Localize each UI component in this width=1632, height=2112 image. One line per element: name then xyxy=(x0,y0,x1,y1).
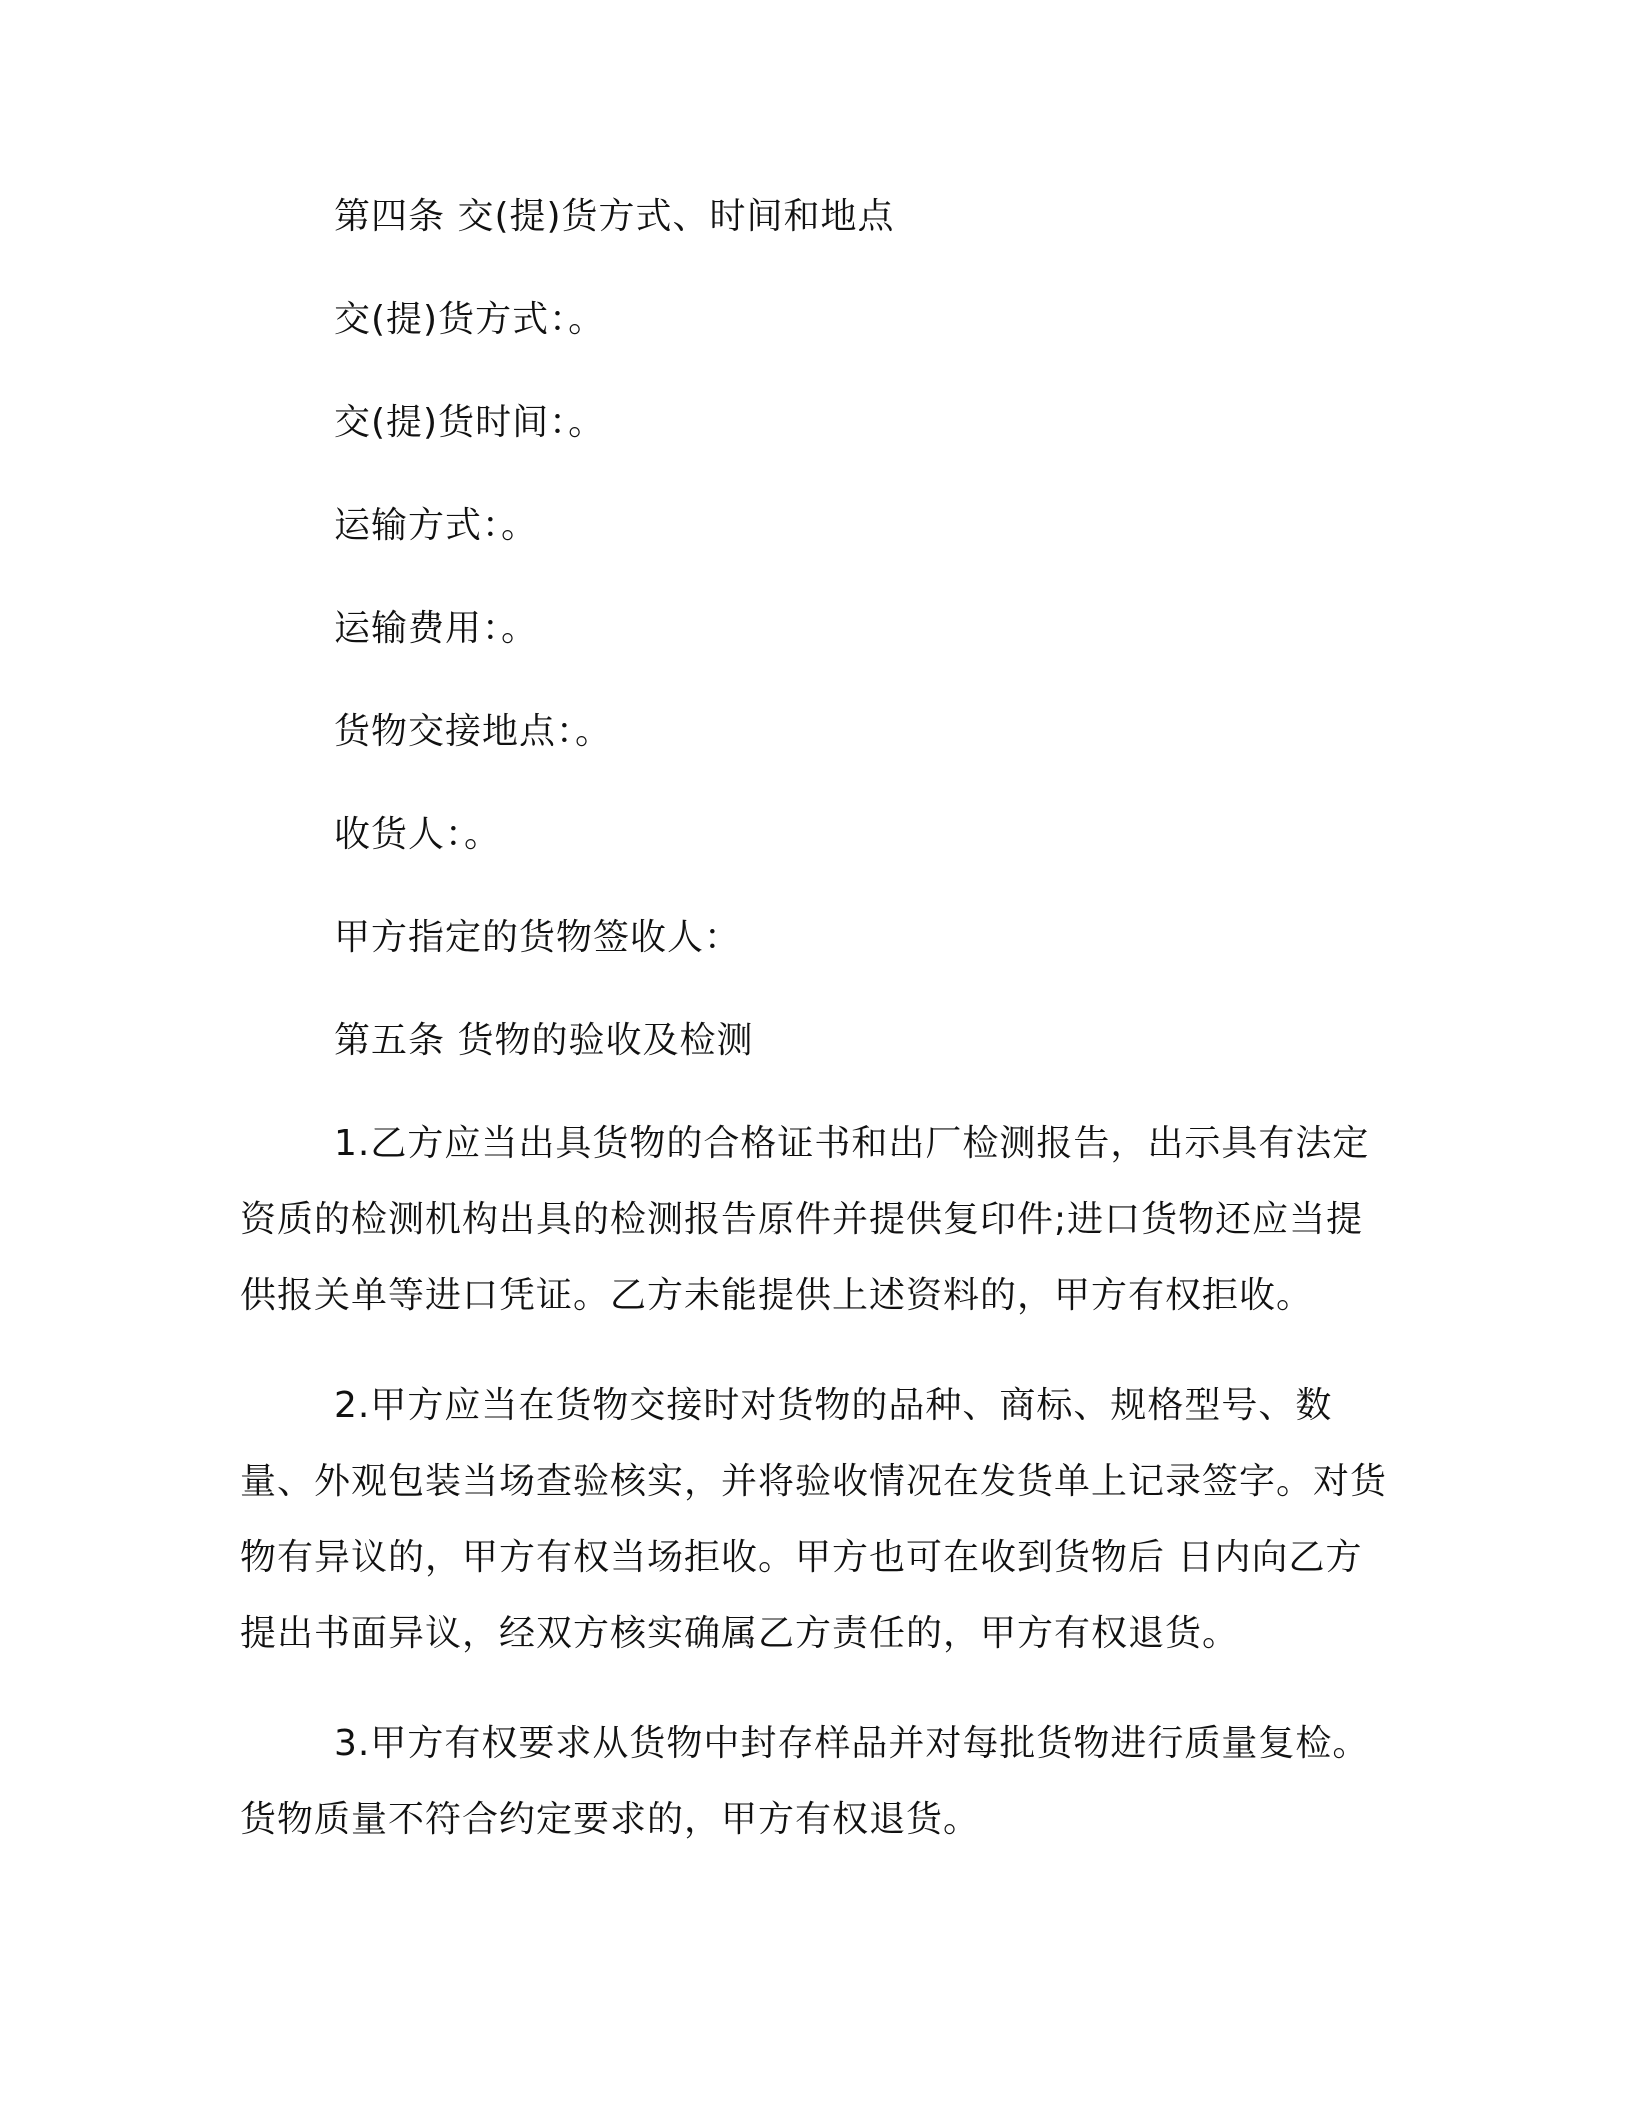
clause-1-text: 1.乙方应当出具货物的合格证书和出厂检测报告，出示具有法定资质的检测机构出具的检测报告原件并提供复印件;进口货物还应当提供报关单等进口凭证。乙方未能提供上述资料的，甲方有权拒收。 xyxy=(240,1123,1370,1316)
clause-3-text: 3.甲方有权要求从货物中封存样品并对每批货物进行质量复检。货物质量不符合约定要求的，甲方有权退货。 xyxy=(240,1723,1370,1840)
article5-heading: 第五条 货物的验收及检测 xyxy=(334,1020,754,1061)
handover-place-line: 货物交接地点：。 xyxy=(334,711,613,752)
consignee-line: 收货人：。 xyxy=(334,814,502,855)
delivery-time-line: 交(提)货时间：。 xyxy=(334,402,606,443)
designated-signer-line: 甲方指定的货物签收人： xyxy=(334,917,742,958)
clause-2 xyxy=(240,1368,1390,1672)
transport-method-line: 运输方式：。 xyxy=(334,505,539,546)
clause-2-text: 2.甲方应当在货物交接时对货物的品种、商标、规格型号、数量、外观包装当场查验核实，并将验收情况在发货单上记录签字。对货物有异议的，甲方有权当场拒收。甲方也可在收到货物后 日内向乙方提出书面异议，经双方核实确属乙方责任的，甲方有权退货。 xyxy=(240,1385,1388,1654)
clause-3 xyxy=(240,1706,1390,1858)
article4-heading: 第四条 交(提)货方式、时间和地点 xyxy=(334,196,895,237)
transport-cost-line: 运输费用：。 xyxy=(334,608,539,649)
delivery-method-line: 交(提)货方式：。 xyxy=(334,299,606,340)
clause-1 xyxy=(240,1106,1390,1334)
